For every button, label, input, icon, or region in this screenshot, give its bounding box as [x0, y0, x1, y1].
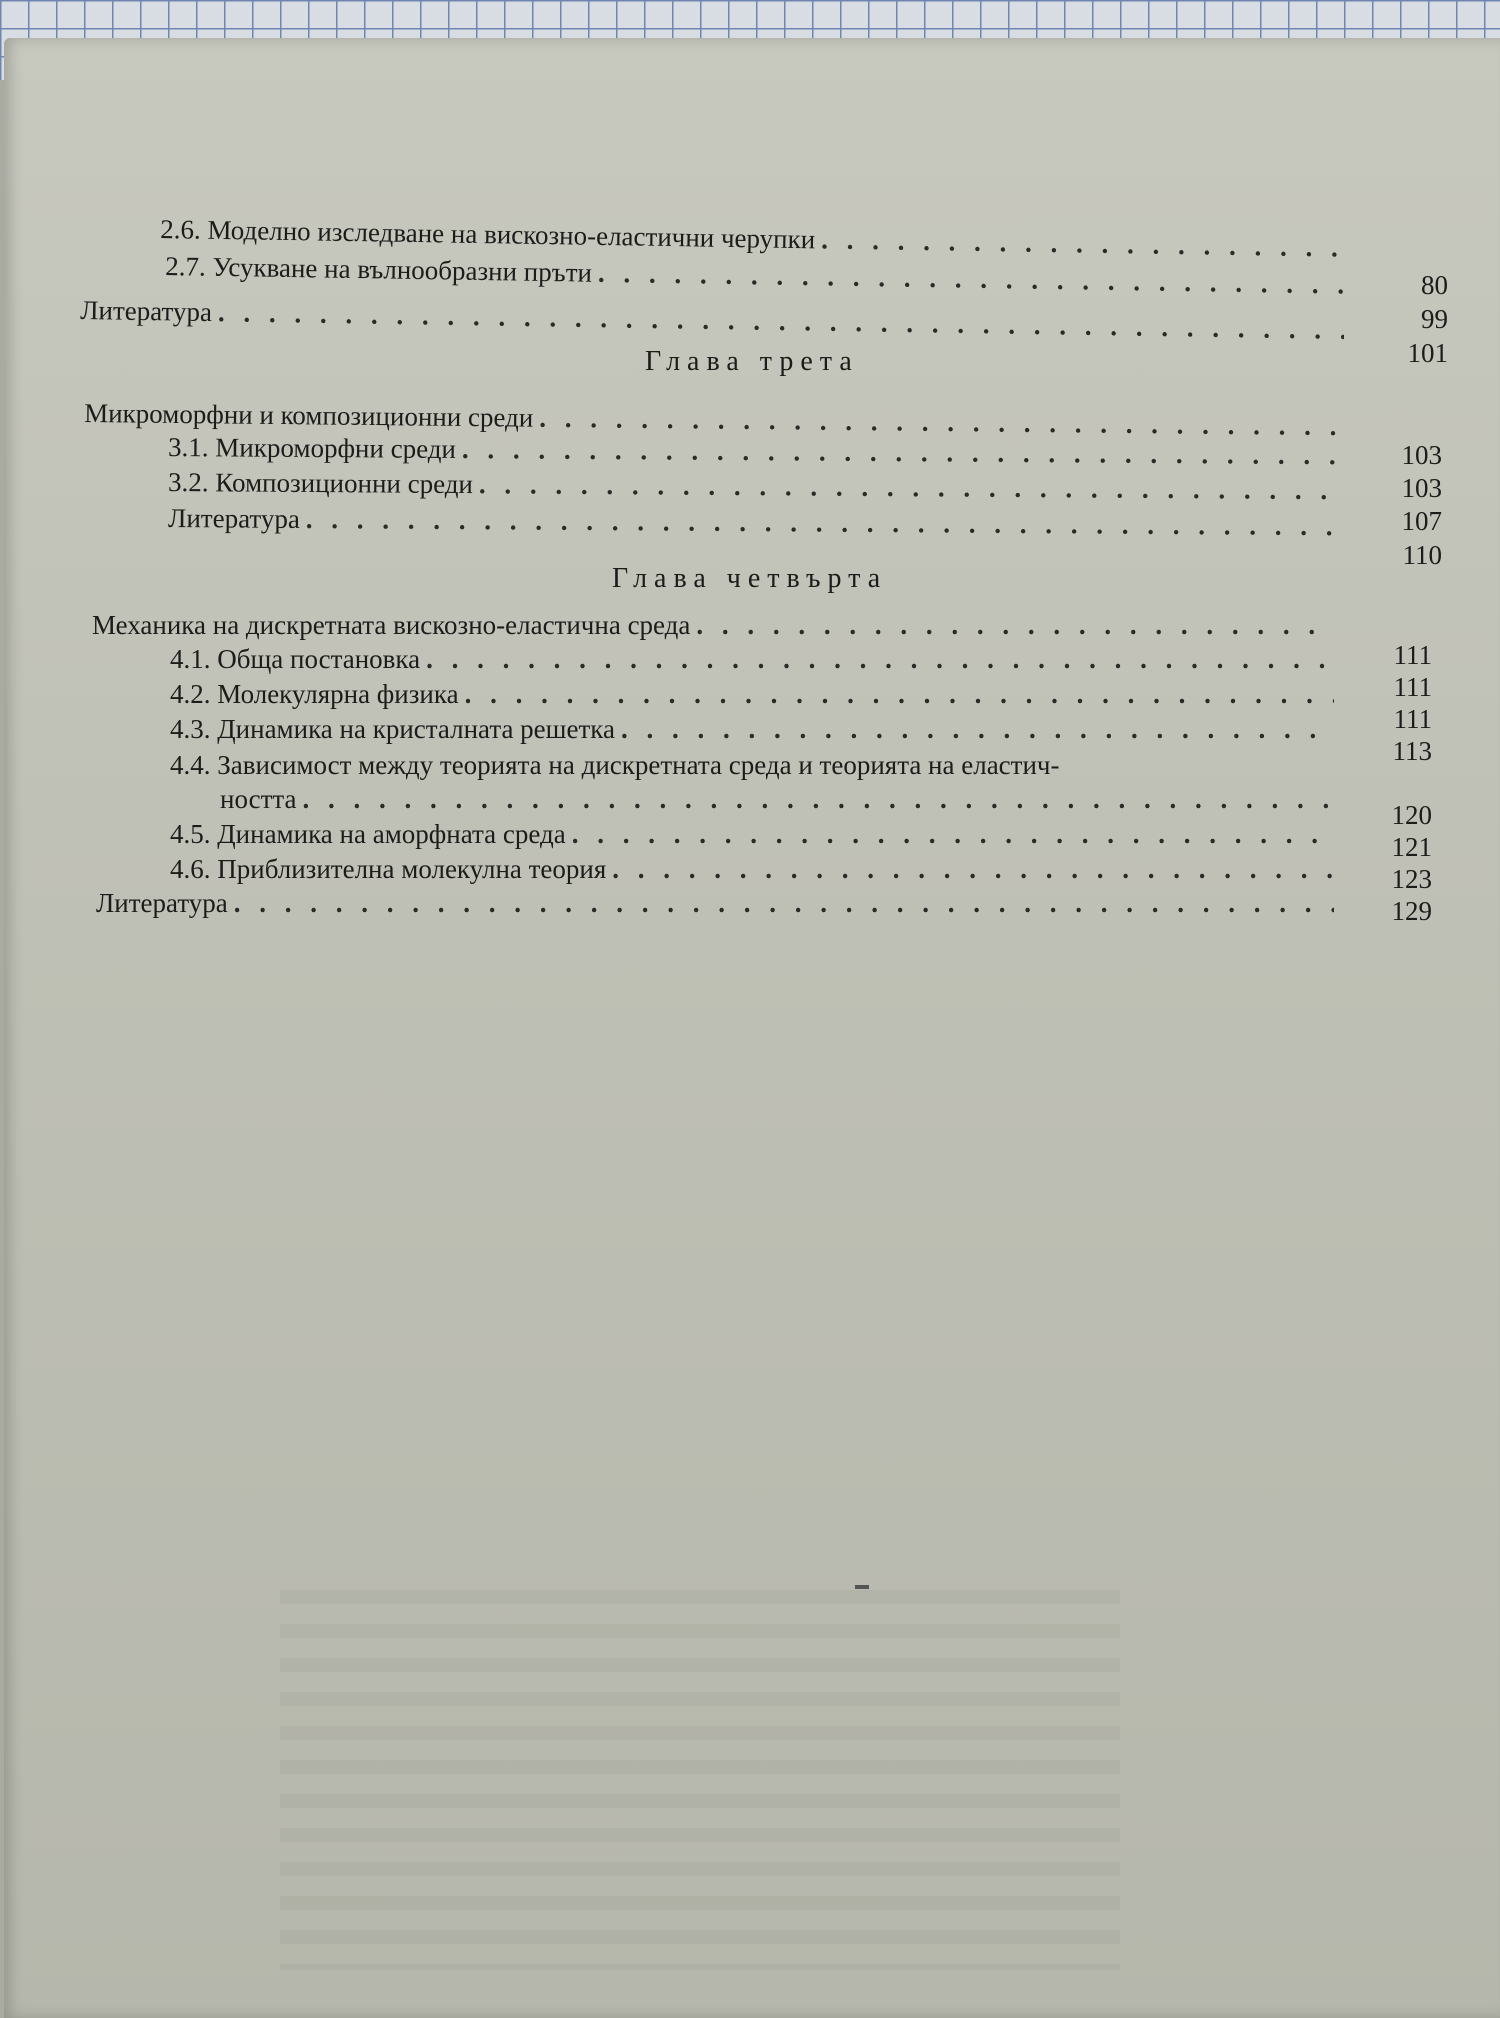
page-number: 121 — [1391, 832, 1432, 862]
toc-entry-label: 4.5. Динамика на аморфната среда — [170, 819, 566, 849]
toc-entry-label: 2.7. Усукване на вълнообразни пръти — [165, 251, 593, 288]
page-number: 80 — [1421, 270, 1448, 300]
toc-entry-label: ността — [220, 784, 297, 814]
toc-entry-4-1 — [170, 644, 1340, 675]
bleed-through-shadow — [280, 1590, 1120, 1970]
toc-entry-4-3 — [170, 714, 1340, 745]
toc-entry-4-4: 4.4. Зависимост между теорията на дискретната среда и теорията на еластич- — [170, 750, 1060, 780]
dot-leader — [479, 469, 1344, 506]
dot-leader — [426, 644, 1334, 675]
page-number: 120 — [1391, 800, 1432, 830]
page-number: 110 — [1402, 540, 1442, 570]
page-number: 101 — [1407, 338, 1448, 368]
dot-leader — [234, 888, 1334, 919]
page-number: 111 — [1393, 640, 1432, 670]
page-number: 107 — [1401, 506, 1442, 536]
dot-leader — [462, 434, 1344, 471]
toc-entry-label: 4.6. Приблизителна молекулна теория — [170, 854, 607, 884]
chapter-4-heading: Глава четвърта — [612, 563, 888, 594]
dot-leader — [303, 784, 1334, 815]
page-number: 103 — [1401, 440, 1442, 470]
toc-entry-label: 3.1. Микроморфни среди — [168, 432, 457, 465]
page-number: 111 — [1393, 704, 1432, 734]
page-number: 129 — [1391, 896, 1432, 926]
toc-entry-label: Механика на дискретната вискозно-еластична среда — [92, 610, 691, 640]
toc-entry-label: Литература — [96, 888, 228, 918]
toc-entry-label: 4.2. Молекулярна физика — [170, 679, 459, 709]
toc-entry-label: 3.2. Композиционни среди — [168, 467, 474, 500]
toc-entry-4-4-cont — [220, 784, 1340, 815]
dot-leader — [612, 854, 1334, 885]
chapter-3-heading: Глава трета — [645, 346, 859, 377]
toc-entry-label: Литература — [80, 295, 213, 328]
toc-entry-4-2 — [170, 679, 1340, 710]
dot-leader — [621, 714, 1334, 745]
toc-entry-4-5 — [170, 819, 1340, 850]
page-number: 103 — [1401, 473, 1442, 503]
ink-mark — [855, 1585, 869, 1589]
page-number: 113 — [1392, 736, 1432, 766]
dot-leader — [465, 679, 1334, 710]
chapter-4-title — [92, 610, 1340, 641]
toc-entry-label: 2.6. Моделно изследване на вискозно-еластични черупки — [160, 214, 816, 255]
dot-leader — [696, 610, 1334, 641]
toc-entry-label: Литература — [168, 503, 300, 534]
page-number: 123 — [1391, 864, 1432, 894]
toc-entry-4-6 — [170, 854, 1340, 885]
page-number: 111 — [1393, 672, 1432, 702]
toc-entry-label: 4.1. Обща постановка — [170, 644, 421, 674]
toc-entry-literature-4 — [96, 888, 1340, 919]
toc-entry-label: 4.3. Динамика на кристалната решетка — [170, 714, 615, 744]
dot-leader — [572, 819, 1334, 850]
page-number: 99 — [1421, 304, 1448, 334]
toc-entry-label: Микроморфни и композиционни среди — [84, 398, 534, 433]
